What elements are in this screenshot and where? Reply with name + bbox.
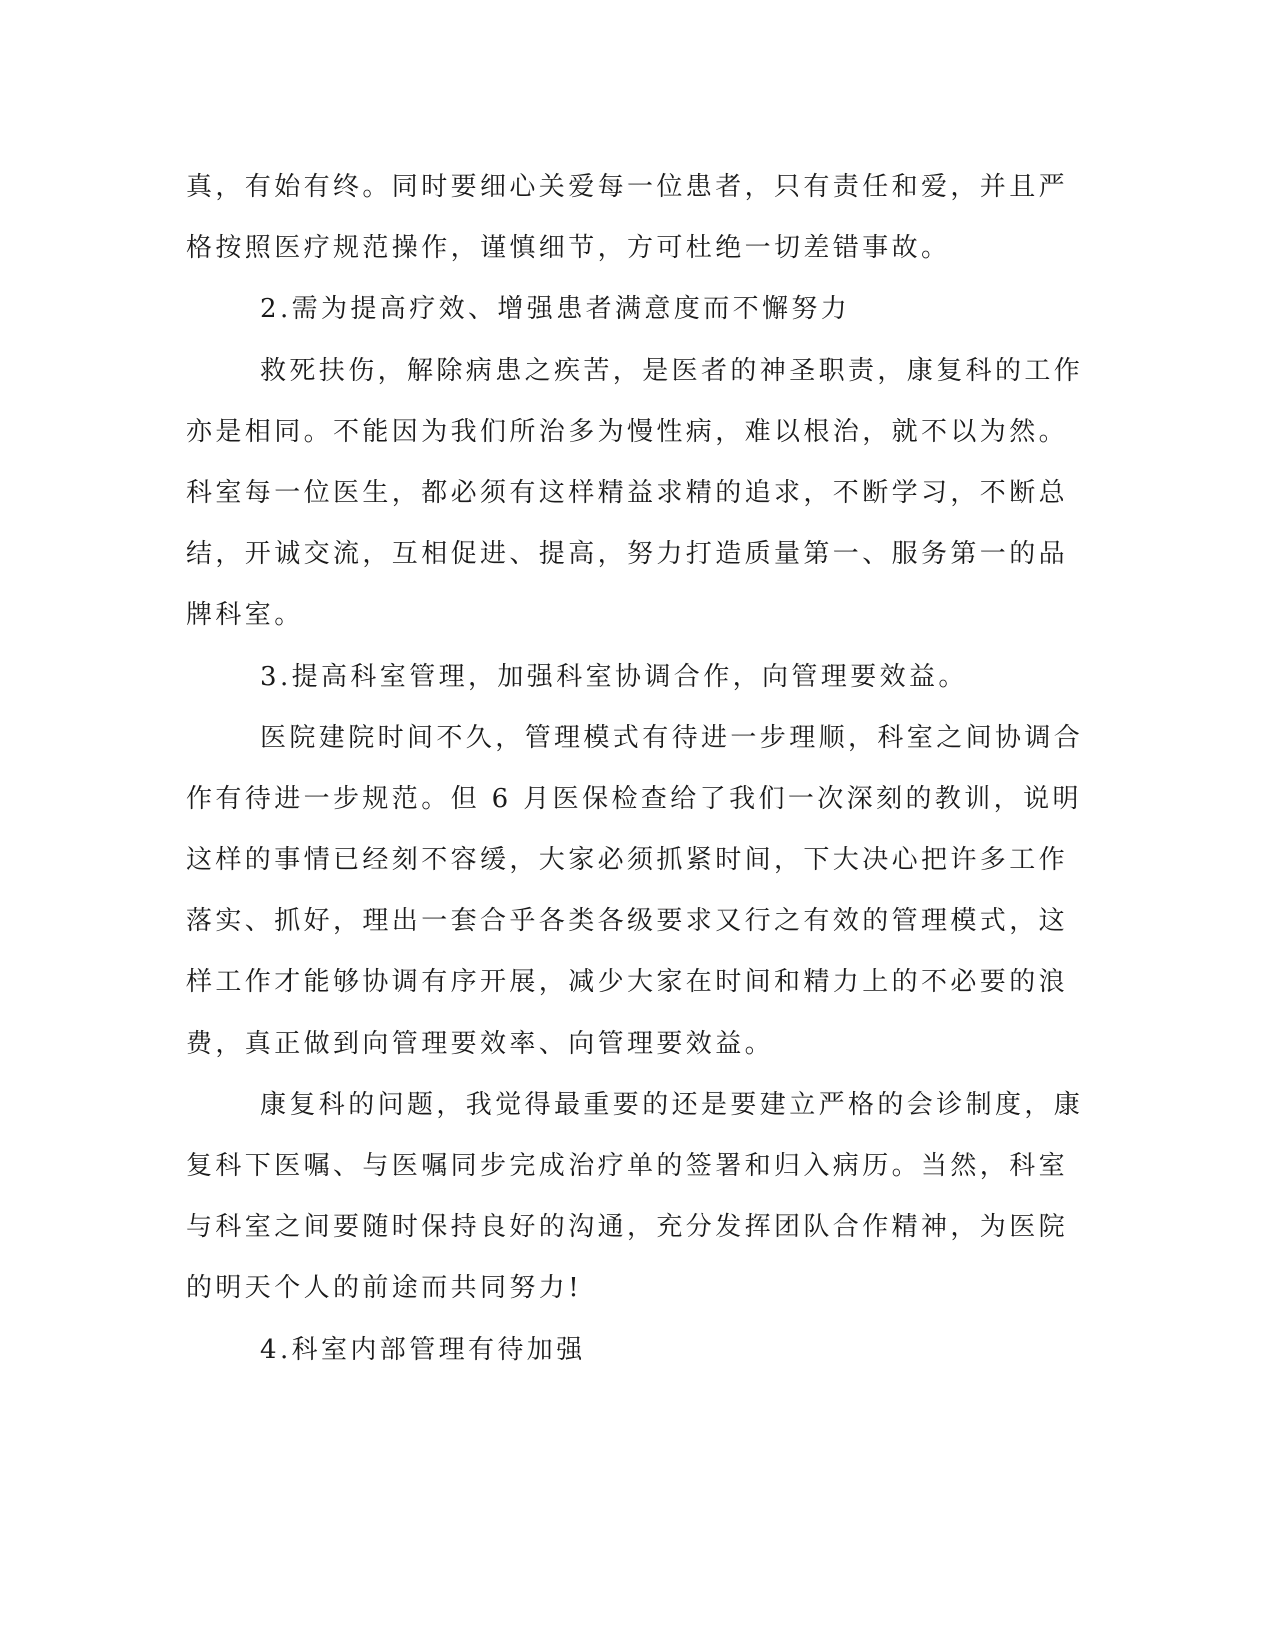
section-heading-3: 3.提高科室管理，加强科室协调合作，向管理要效益。	[260, 661, 968, 692]
document-body	[186, 157, 1084, 1381]
paragraph-line: 费，真正做到向管理要效率、向管理要效益。	[186, 1028, 775, 1059]
paragraph-line: 落实、抓好，理出一套合乎各类各级要求又行之有效的管理模式，这	[186, 906, 1069, 937]
paragraph-line: 的明天个人的前途而共同努力!	[186, 1273, 583, 1304]
paragraph-line: 康复科的问题，我觉得最重要的还是要建立严格的会诊制度，康	[260, 1089, 1084, 1120]
paragraph-line: 科室每一位医生，都必须有这样精益求精的追求，不断学习，不断总	[186, 477, 1069, 508]
section-heading-4: 4.科室内部管理有待加强	[260, 1334, 586, 1365]
paragraph-line: 与科室之间要随时保持良好的沟通，充分发挥团队合作精神，为医院	[186, 1212, 1069, 1243]
paragraph-line: 牌科室。	[186, 600, 304, 631]
paragraph-line: 格按照医疗规范操作，谨慎细节，方可杜绝一切差错事故。	[186, 233, 951, 264]
paragraph-line: 复科下医嘱、与医嘱同步完成治疗单的签署和归入病历。当然，科室	[186, 1151, 1069, 1181]
paragraph-line: 救死扶伤，解除病患之疾苦，是医者的神圣职责，康复科的工作	[260, 355, 1084, 386]
paragraph-line: 医院建院时间不久，管理模式有待进一步理顺，科室之间协调合	[260, 722, 1084, 753]
paragraph-line: 真，有始有终。同时要细心关爱每一位患者，只有责任和爱，并且严	[186, 172, 1069, 202]
section-heading-2: 2.需为提高疗效、增强患者满意度而不懈努力	[260, 294, 851, 325]
paragraph-line: 亦是相同。不能因为我们所治多为慢性病，难以根治，就不以为然。	[186, 416, 1069, 447]
paragraph-line: 作有待进一步规范。但 6 月医保检查给了我们一次深刻的教训，说明	[186, 783, 1082, 814]
paragraph-line: 结，开诚交流，互相促进、提高，努力打造质量第一、服务第一的品	[186, 539, 1069, 570]
paragraph-line: 样工作才能够协调有序开展，减少大家在时间和精力上的不必要的浪	[186, 967, 1069, 998]
paragraph-line: 这样的事情已经刻不容缓，大家必须抓紧时间，下大决心把许多工作	[186, 845, 1069, 876]
